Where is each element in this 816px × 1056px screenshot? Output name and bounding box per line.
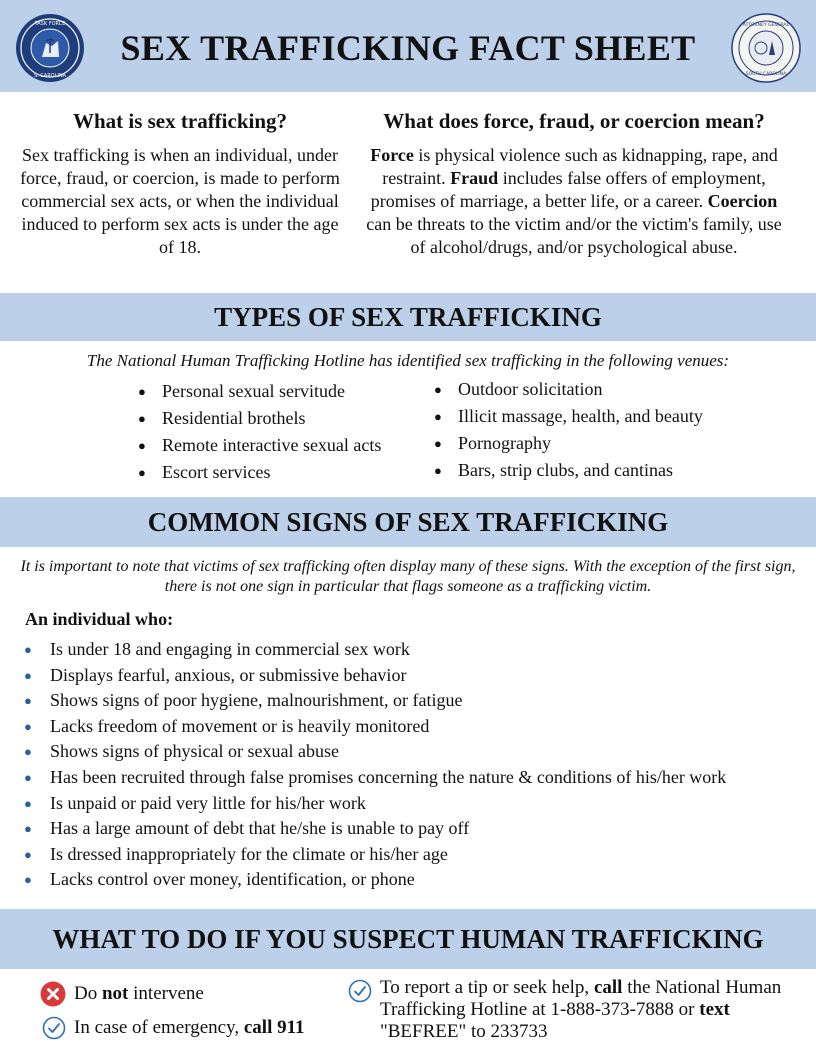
emergency-item — [42, 1016, 305, 1040]
sign-item: ● Has a large amount of debt that he/she is unable to pay off — [24, 816, 726, 842]
report-pre: To report a tip or seek help, — [380, 977, 594, 998]
sign-list — [24, 637, 726, 893]
emergency-pre: In case of emergency, — [74, 1017, 244, 1038]
signs-band — [0, 497, 816, 547]
svg-text:S. CAROLINA: S. CAROLINA — [33, 73, 67, 79]
force-fraud-heading: What does force, fraud, or coercion mean? — [383, 109, 765, 133]
coercion-text: can be threats to the victim and/or the victim's family, use of alcohol/drugs, and/or psychological abuse. — [366, 214, 782, 257]
sign-item: ● Lacks control over money, identification, or phone — [24, 867, 726, 893]
report-call: call — [593, 977, 623, 998]
what-is-body: Sex trafficking is when an individual, under force, fraud, or coercion, is made to perform commercial sex acts, or when the individual induced to perform sex acts is under the age of 18. — [20, 145, 340, 257]
venue-item: ● Bars, strip clubs, and cantinas — [434, 457, 703, 484]
sign-item: ● Is dressed inappropriately for the climate or his/her age — [24, 842, 726, 868]
emergency-text — [74, 1017, 305, 1039]
do-not-intervene-item — [40, 981, 204, 1007]
emergency-bold: call 911 — [243, 1017, 305, 1038]
signs-lead: An individual who: — [25, 609, 174, 629]
what-is-section — [20, 108, 340, 259]
task-force-seal-icon — [15, 13, 85, 83]
what-is-heading: What is sex trafficking? — [72, 109, 288, 133]
venue-item: ● Remote interactive sexual acts — [138, 432, 381, 459]
venue-item: ● Personal sexual servitude — [138, 378, 381, 405]
sign-item: ● Lacks freedom of movement or is heavily monitored — [24, 714, 726, 740]
fraud-term: Fraud — [450, 168, 499, 188]
venue-item: ● Outdoor solicitation — [434, 376, 703, 403]
sign-item: ● Is unpaid or paid very little for his/her work — [24, 791, 726, 817]
action-band — [0, 909, 816, 969]
report-mid: the National Human Trafficking Hotline at 1-888-373-7888 or — [380, 977, 782, 1020]
do-not-intervene-text — [74, 983, 204, 1005]
header-band — [0, 0, 816, 92]
check-circle-icon — [348, 979, 372, 1003]
force-fraud-body — [362, 144, 786, 259]
sign-item: ● Shows signs of physical or sexual abuse — [24, 739, 726, 765]
signs-intro: It is important to note that victims of sex trafficking often display many of these signs. With the exception of the first sign, there is not one sign in particular that flags someone as a trafficking victim. — [20, 558, 796, 595]
venue-list-right — [434, 376, 703, 484]
report-post: "BEFREE" to 233733 — [380, 1021, 548, 1042]
page-title: SEX TRAFFICKING FACT SHEET — [120, 28, 696, 68]
intervene-pre: Do — [74, 983, 102, 1004]
x-circle-icon — [40, 981, 66, 1007]
venue-item: ● Pornography — [434, 430, 703, 457]
sign-item: ● Is under 18 and engaging in commercial sex work — [24, 637, 726, 663]
venue-item: ● Escort services — [138, 459, 381, 486]
force-text: is physical violence such as kidnapping, rape, and restraint. — [382, 145, 778, 188]
signs-heading: COMMON SIGNS OF SEX TRAFFICKING — [147, 507, 669, 537]
force-fraud-section — [362, 108, 786, 259]
types-band — [0, 293, 816, 341]
venue-item: ● Illicit massage, health, and beauty — [434, 403, 703, 430]
venue-list-left — [138, 378, 381, 486]
check-circle-icon — [42, 1016, 66, 1040]
attorney-general-seal-icon — [731, 13, 801, 83]
svg-text:SOUTH CAROLINA: SOUTH CAROLINA — [745, 72, 787, 77]
sign-item: ● Has been recruited through false promises concerning the nature & conditions of his/her work — [24, 765, 726, 791]
action-heading: WHAT TO DO IF YOU SUSPECT HUMAN TRAFFICKING — [52, 924, 764, 954]
venue-item: ● Residential brothels — [138, 405, 381, 432]
svg-text:ATTORNEY GENERAL: ATTORNEY GENERAL — [742, 23, 790, 28]
report-tip-item — [348, 977, 800, 1043]
intervene-post: intervene — [128, 983, 204, 1004]
types-intro: The National Human Trafficking Hotline has identified sex trafficking in the following venues: — [86, 351, 730, 370]
intervene-bold: not — [101, 983, 129, 1004]
coercion-term: Coercion — [707, 191, 778, 211]
svg-text:TASK FORCE: TASK FORCE — [34, 21, 66, 27]
report-tip-text — [380, 977, 800, 1043]
types-heading: TYPES OF SEX TRAFFICKING — [214, 302, 602, 332]
force-term: Force — [370, 145, 414, 165]
sign-item: ● Shows signs of poor hygiene, malnourishment, or fatigue — [24, 688, 726, 714]
sign-item: ● Displays fearful, anxious, or submissive behavior — [24, 663, 726, 689]
report-text-bold: text — [699, 999, 730, 1020]
fraud-text: includes false offers of employment, promises of marriage, a better life, or a career. — [370, 168, 766, 211]
